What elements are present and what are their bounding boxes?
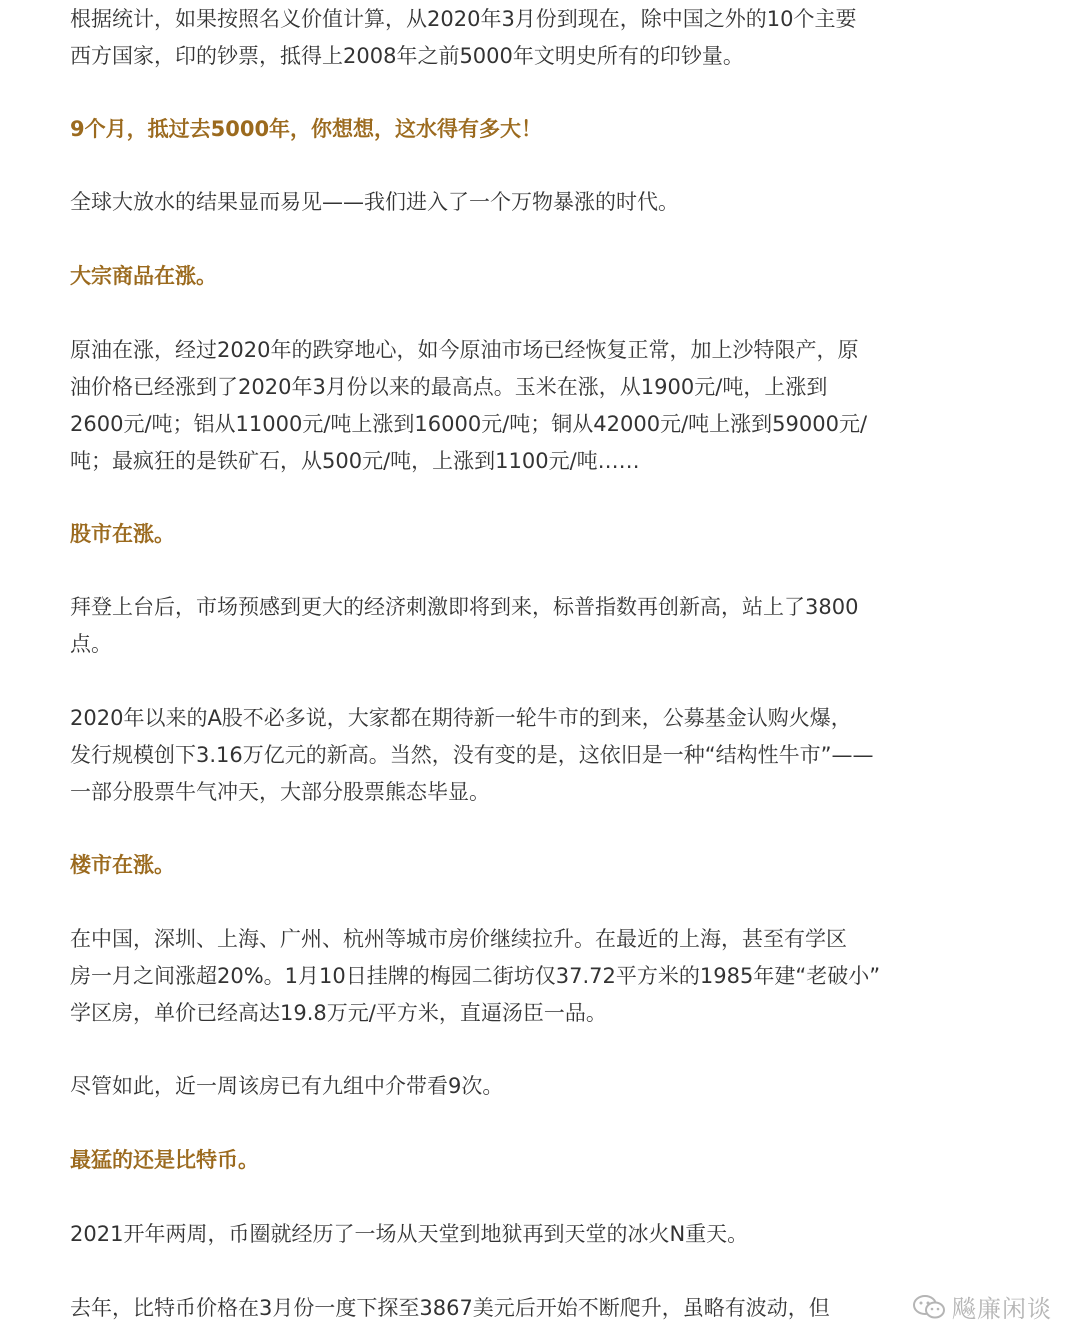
text-line: 发行规模创下3.16万亿元的新高。当然，没有变的是，这依旧是一种“结构性牛市”——: [70, 743, 874, 767]
watermark-text: 飚廉闲谈: [952, 1295, 1052, 1323]
heading-bitcoin: [70, 1142, 1005, 1179]
text-line: 吨；最疯狂的是铁矿石，从500元/吨，上涨到1100元/吨……: [70, 449, 640, 473]
heading-commodities: [70, 258, 1005, 295]
paragraph-commodities: [70, 332, 1005, 480]
text-line: 尽管如此，近一周该房已有九组中介带看9次。: [70, 1074, 504, 1098]
text-line: 股市在涨。: [70, 522, 175, 546]
paragraph-agent-viewings: [70, 1068, 1005, 1105]
text-line: 9个月，抵过去5000年，你想想，这水得有多大！: [70, 117, 543, 141]
paragraph-bitcoin-price: [70, 1290, 1005, 1327]
text-line: 最猛的还是比特币。: [70, 1148, 259, 1172]
paragraph-sp500: [70, 589, 1005, 663]
paragraph-global-easing: [70, 184, 1005, 221]
text-line: 去年，比特币价格在3月份一度下探至3867美元后开始不断爬升，虽略有波动，但: [70, 1296, 830, 1320]
text-line: 油价格已经涨到了2020年3月份以来的最高点。玉米在涨，从1900元/吨，上涨到: [70, 375, 828, 399]
wechat-icon: [912, 1293, 946, 1321]
text-line: 2600元/吨；铝从11000元/吨上涨到16000元/吨；铜从42000元/吨上涨到59000元/: [70, 412, 868, 436]
text-line: 西方国家，印的钞票，抵得上2008年之前5000年文明史所有的印钞量。: [70, 44, 744, 68]
paragraph-crypto-two-weeks: [70, 1216, 1005, 1253]
text-line: 根据统计，如果按照名义价值计算，从2020年3月份到现在，除中国之外的10个主要: [70, 7, 857, 31]
paragraph-money-printing: [70, 1, 1005, 75]
text-line: 拜登上台后，市场预感到更大的经济刺激即将到来，标普指数再创新高，站上了3800: [70, 595, 859, 619]
heading-stock-market: [70, 516, 1005, 553]
text-line: 2021开年两周，币圈就经历了一场从天堂到地狱再到天堂的冰火N重天。: [70, 1222, 749, 1246]
text-line: 全球大放水的结果显而易见——我们进入了一个万物暴涨的时代。: [70, 190, 679, 214]
text-line: 在中国，深圳、上海、广州、杭州等城市房价继续拉升。在最近的上海，甚至有学区: [70, 927, 847, 951]
paragraph-property: [70, 921, 1005, 1032]
highlight-nine-months: [70, 111, 1005, 148]
text-line: 大宗商品在涨。: [70, 264, 217, 288]
watermark: [908, 1287, 1058, 1326]
text-line: 2020年以来的A股不必多说，大家都在期待新一轮牛市的到来，公募基金认购火爆，: [70, 706, 852, 730]
paragraph-a-shares: [70, 700, 1005, 811]
text-line: 楼市在涨。: [70, 853, 175, 877]
text-line: 房一月之间涨超20%。1月10日挂牌的梅园二街坊仅37.72平方米的1985年建“老破小”: [70, 964, 881, 988]
text-line: 点。: [70, 632, 112, 656]
text-line: 一部分股票牛气冲天，大部分股票熊态毕显。: [70, 780, 490, 804]
text-line: 学区房，单价已经高达19.8万元/平方米，直逼汤臣一品。: [70, 1001, 607, 1025]
text-line: 原油在涨，经过2020年的跌穿地心，如今原油市场已经恢复正常，加上沙特限产，原: [70, 338, 859, 362]
heading-property-market: [70, 847, 1005, 884]
